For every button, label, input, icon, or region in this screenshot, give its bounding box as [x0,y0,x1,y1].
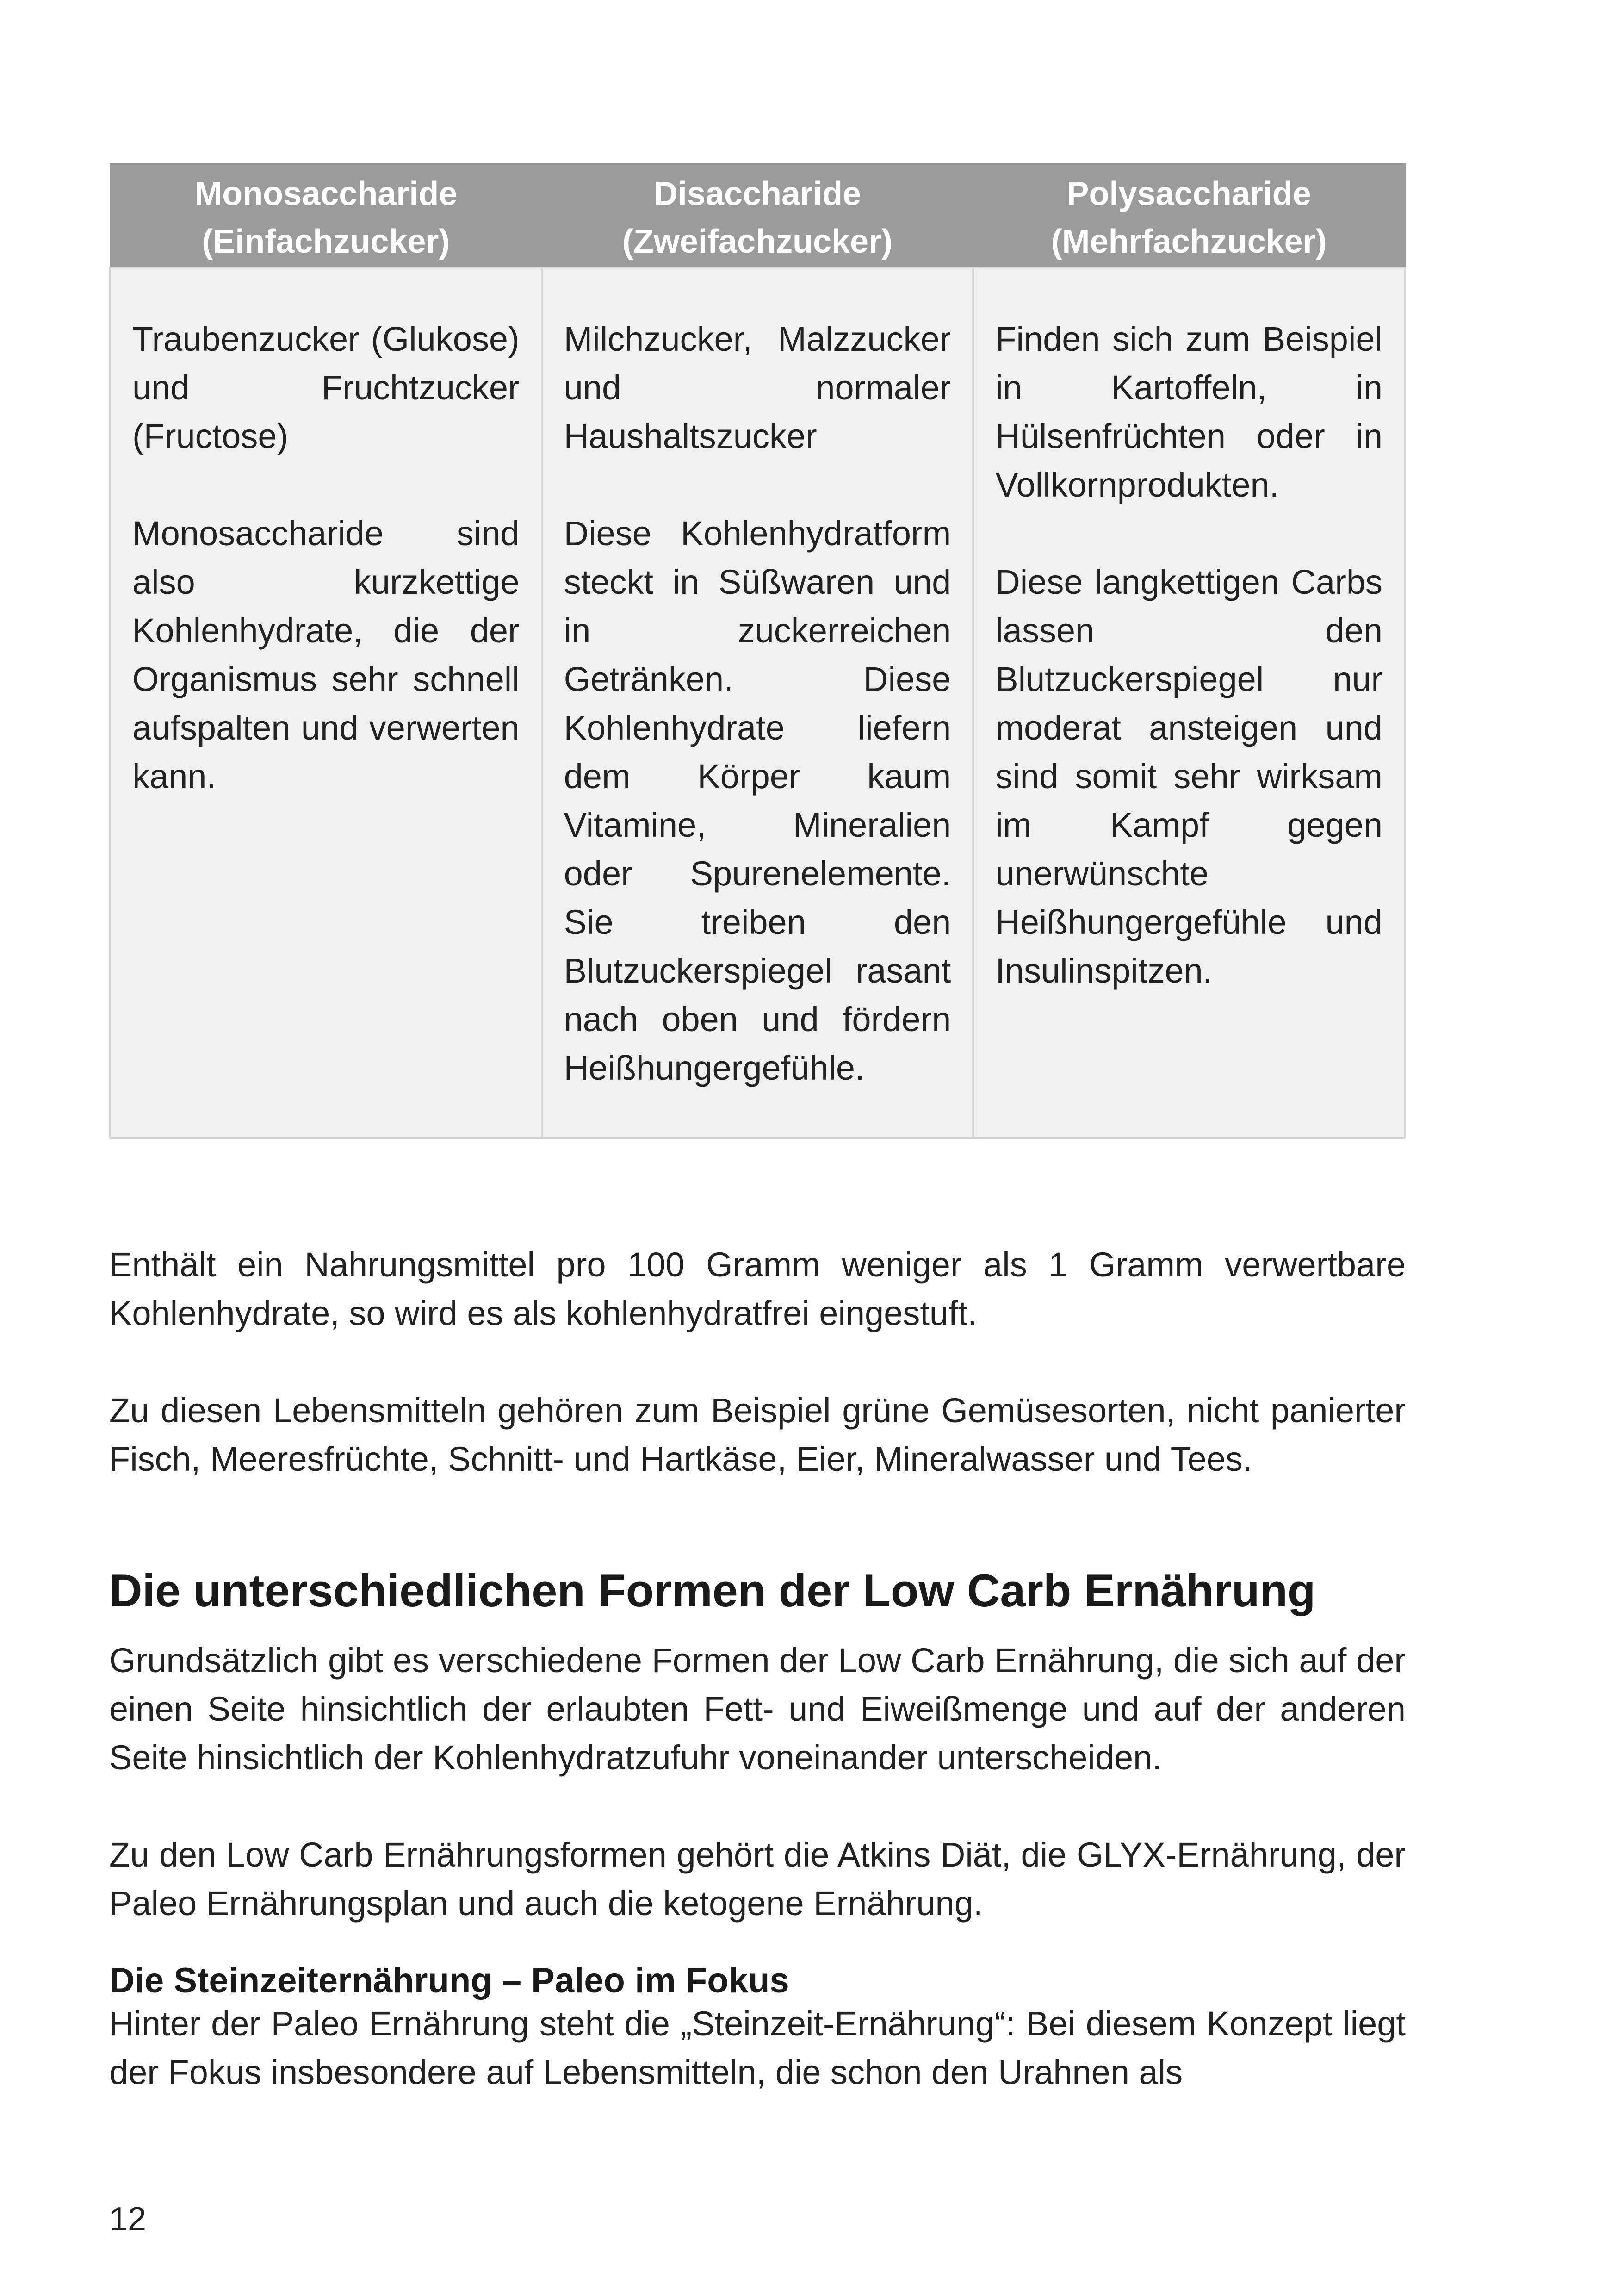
cell-paragraph: Finden sich zum Beispiel in Kartoffeln, in Hülsenfrüchten oder in Vollkornprodukten. [995,320,1382,504]
cell-monosaccharide [110,268,542,1138]
table-header-row [110,164,1405,268]
header-title: Monosaccharide [194,175,458,212]
paragraph-carb-free-definition: Enthält ein Nahrungsmittel pro 100 Gramm weniger als 1 Gramm verwertbare Kohlenhydrate, so wird es als kohlenhydratfrei eingestuft. [109,1245,1406,1332]
header-title: Disaccharide [653,175,862,212]
page-number: 12 [109,2201,147,2238]
section-heading: Die unterschiedlichen Formen der Low Carb Ernährung [109,1565,1316,1616]
subsection-heading: Die Steinzeiternährung – Paleo im Fokus [109,1961,789,2000]
carbohydrate-types-table [109,163,1406,1139]
header-disaccharide [542,164,973,268]
header-monosaccharide [110,164,542,268]
header-title: Polysaccharide [1066,175,1311,212]
cell-paragraph: Diese Kohlenhydratform steckt in Süßwaren und in zuckerreichen Getränken. Diese Kohlenhydrate liefern dem Körper kaum Vitamine, Mineralien oder Spurenelemente. Sie treiben den Blutzuckerspiegel rasant nach oben und fördern Heißhungergefühle. [564,514,951,1087]
paragraph-low-carb-forms: Grundsätzlich gibt es verschiedene Formen der Low Carb Ernährung, die sich auf der einen Seite hinsichtlich der erlaubten Fett- und Eiweißmenge und auf der anderen Seite hinsichtlich der Kohlenhydratzufuhr voneinander unterscheiden. [109,1641,1406,1777]
cell-paragraph: Milchzucker, Malzzucker und normaler Haushaltszucker [564,320,951,455]
paragraph-low-carb-examples: Zu den Low Carb Ernährungsformen gehört die Atkins Diät, die GLYX-Ernährung, der Paleo Ernährungsplan und auch die ketogene Ernährung. [109,1836,1406,1923]
header-subtitle: (Einfachzucker) [202,223,450,260]
header-subtitle: (Mehrfachzucker) [1051,223,1327,260]
cell-paragraph: Monosaccharide sind also kurzkettige Kohlenhydrate, die der Organismus sehr schnell aufspalten und verwerten kann. [132,514,520,796]
cell-disaccharide [542,268,973,1138]
paragraph-paleo-intro: Hinter der Paleo Ernährung steht die „Steinzeit-Ernährung“: Bei diesem Konzept liegt der Fokus insbesondere auf Lebensmitteln, die schon den Urahnen als [109,2004,1406,2091]
cell-paragraph: Traubenzucker (Glukose) und Fruchtzucker (Fructose) [132,320,520,455]
cell-paragraph: Diese langkettigen Carbs lassen den Blutzuckerspiegel nur moderat ansteigen und sind somit sehr wirksam im Kampf gegen unerwünschte Heißhungergefühle und Insulinspitzen. [995,563,1382,990]
table-row [110,268,1405,1138]
header-subtitle: (Zweifachzucker) [622,223,893,260]
header-polysaccharide [973,164,1405,268]
cell-polysaccharide [973,268,1405,1138]
paragraph-carb-free-foods: Zu diesen Lebensmitteln gehören zum Beispiel grüne Gemüsesorten, nicht panierter Fisch, Meeresfrüchte, Schnitt- und Hartkäse, Eier, Mineralwasser und Tees. [109,1391,1406,1478]
